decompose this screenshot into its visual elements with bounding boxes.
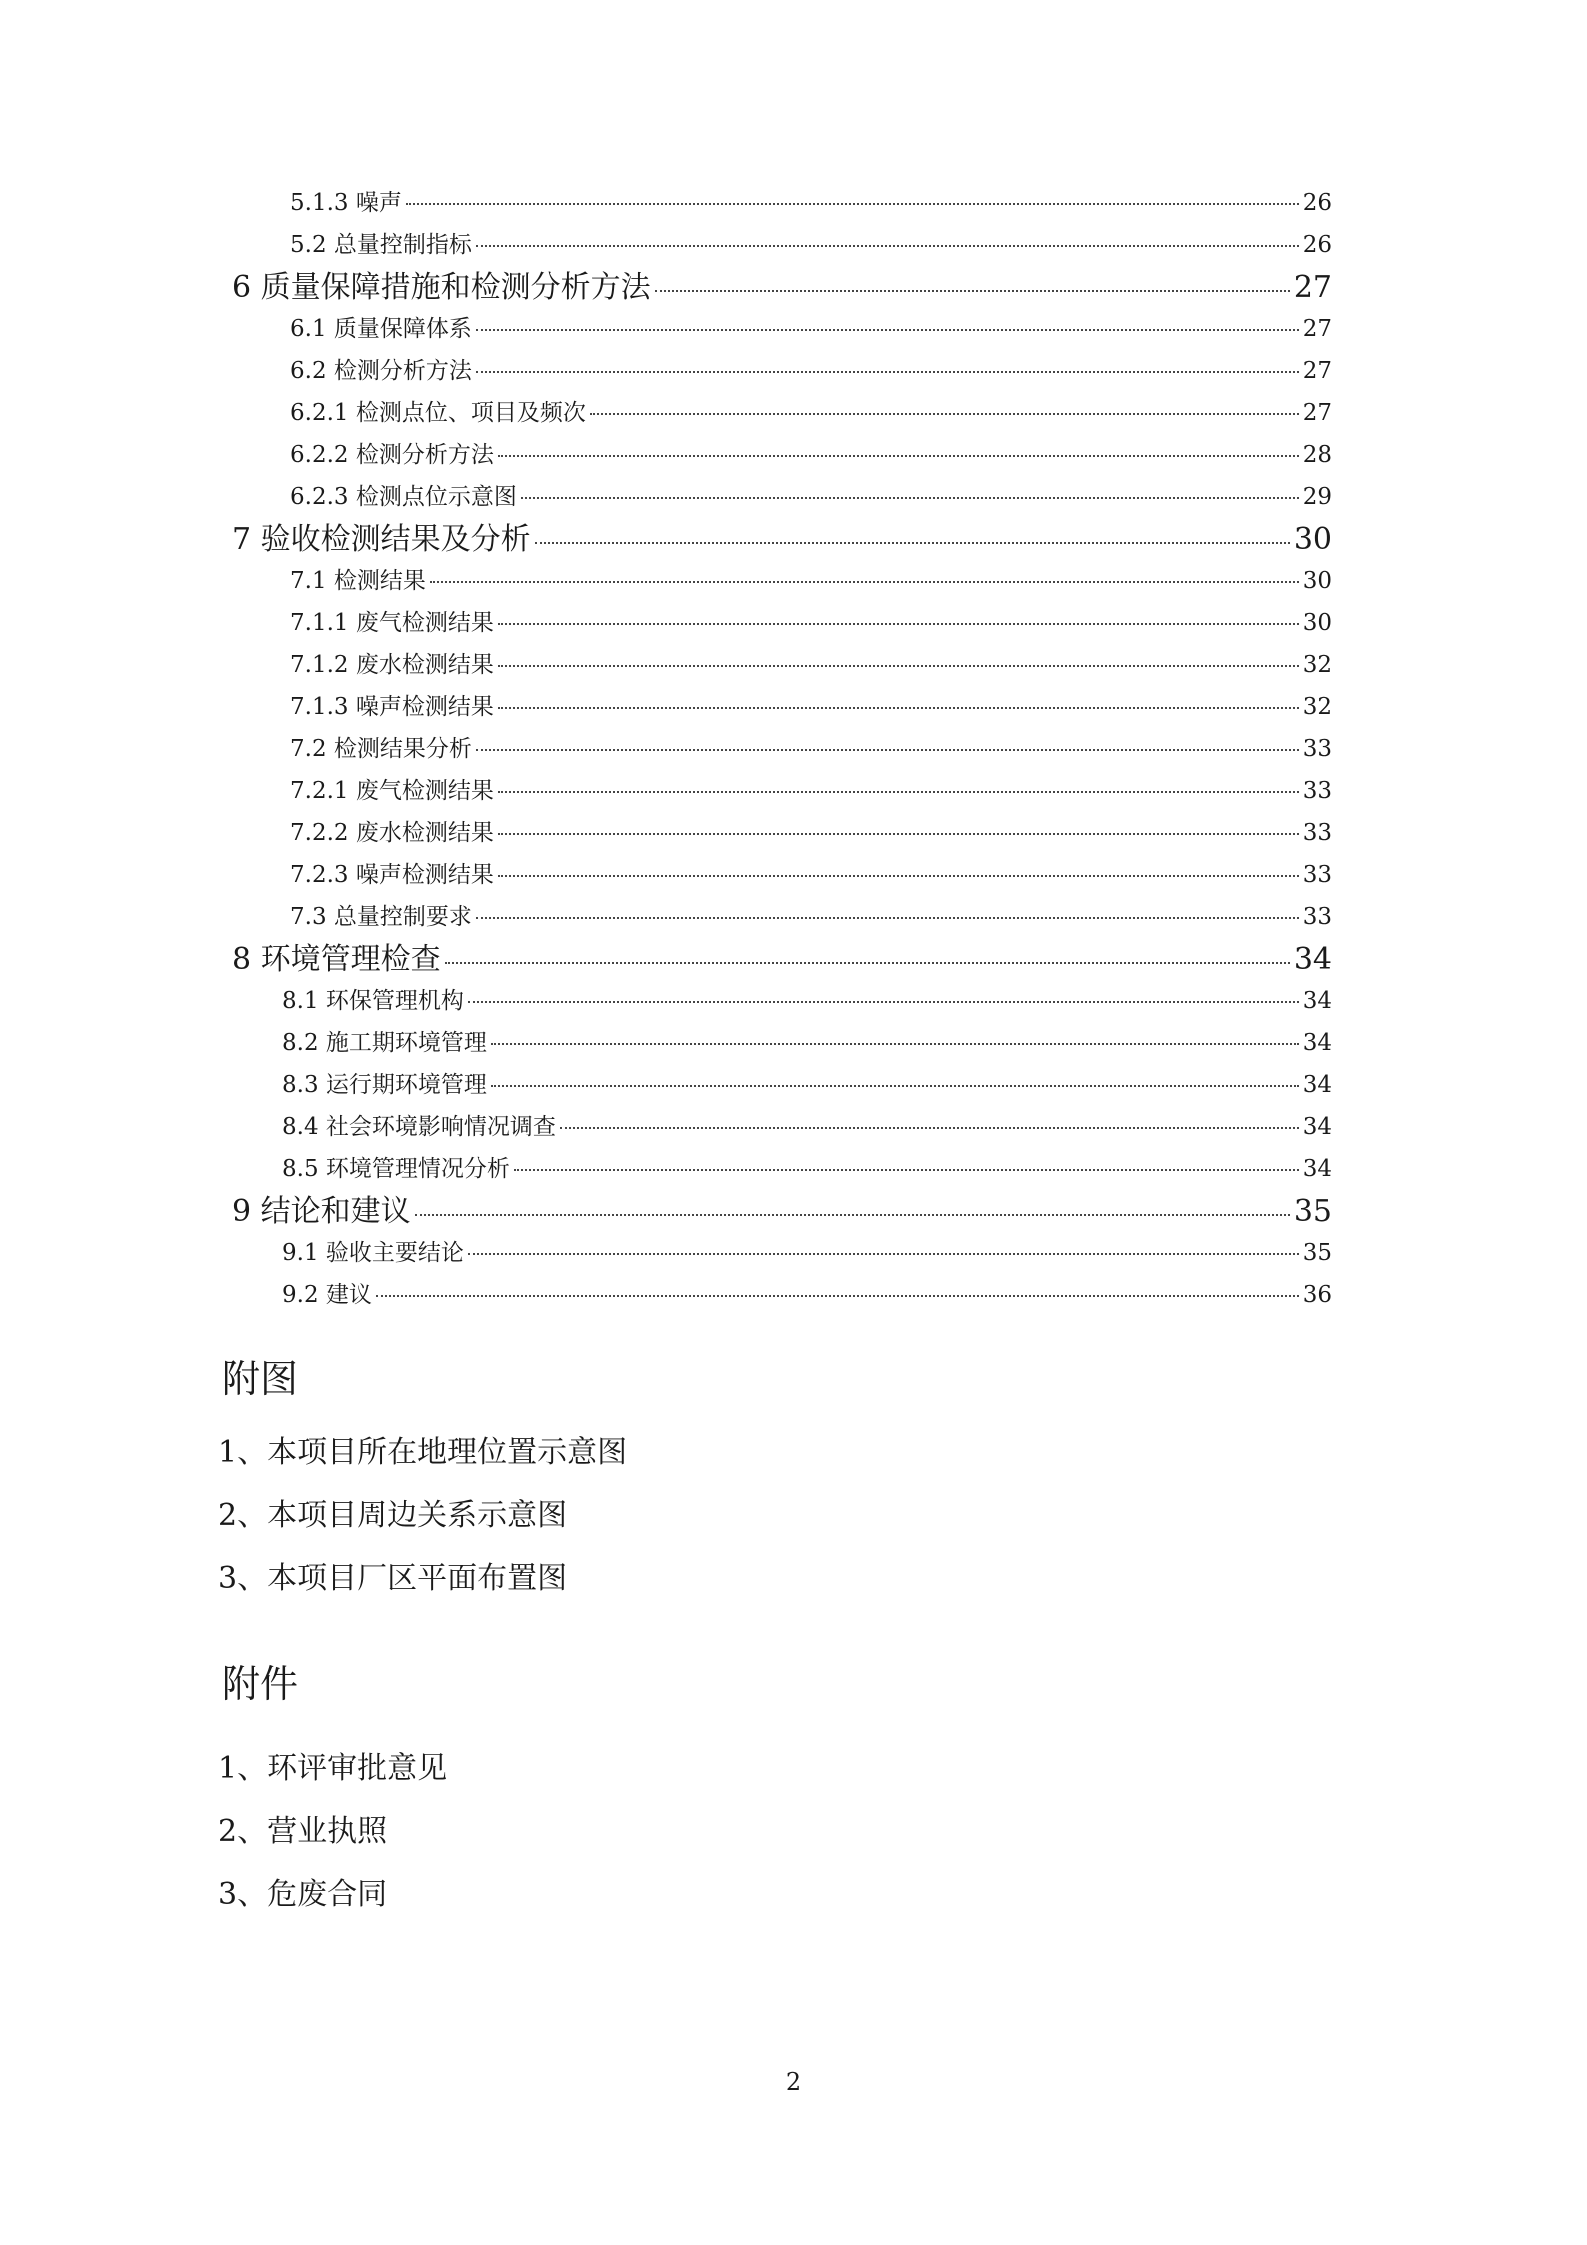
page-number: 2 (785, 2068, 802, 2096)
toc-entry (290, 814, 1332, 847)
toc-entry-label: 8.2 施工期环境管理 (282, 1030, 487, 1056)
toc-entry-page: 32 (1302, 652, 1332, 678)
toc-entry-label: 6.2.1 检测点位、项目及频次 (290, 400, 586, 426)
toc-leader (655, 290, 1290, 292)
toc-leader (476, 749, 1299, 751)
toc-leader (376, 1295, 1299, 1297)
toc-leader (476, 917, 1299, 919)
toc-leader (415, 1214, 1290, 1216)
toc-entry-page: 33 (1302, 904, 1332, 930)
toc-entry-label: 8.5 环境管理情况分析 (282, 1156, 510, 1182)
toc-entry-label: 7.1.2 废水检测结果 (290, 652, 494, 678)
toc-entry-label: 5.2 总量控制指标 (290, 232, 472, 258)
toc-entry-page: 33 (1302, 862, 1332, 888)
figures-heading: 附图 (222, 1357, 299, 1401)
toc-entry-label: 9.1 验收主要结论 (282, 1240, 464, 1266)
toc-leader (468, 1253, 1299, 1255)
toc-entry-page: 30 (1302, 610, 1332, 636)
toc-entry (232, 514, 1332, 558)
toc-entry-label: 7.1.3 噪声检测结果 (290, 694, 494, 720)
toc-leader (498, 833, 1299, 835)
toc-entry-label: 7.2.3 噪声检测结果 (290, 862, 494, 888)
toc-leader (476, 329, 1299, 331)
toc-entry (232, 1186, 1332, 1230)
toc-entry (290, 394, 1332, 427)
toc-entry-page: 34 (1302, 1030, 1332, 1056)
toc-entry-page: 36 (1302, 1282, 1332, 1308)
toc-entry (290, 478, 1332, 511)
toc-entry (282, 1108, 1332, 1141)
toc-entry-page: 33 (1302, 736, 1332, 762)
toc-entry-page: 27 (1302, 358, 1332, 384)
toc-entry-page: 26 (1302, 190, 1332, 216)
toc-entry (290, 226, 1332, 259)
toc-entry-page: 35 (1302, 1240, 1332, 1266)
figure-item: 3、本项目厂区平面布置图 (218, 1561, 568, 1596)
toc-entry-page: 26 (1302, 232, 1332, 258)
toc-leader (498, 791, 1299, 793)
toc-entry-page: 33 (1302, 778, 1332, 804)
toc-entry (290, 184, 1332, 217)
toc-leader (590, 413, 1299, 415)
toc-entry-page: 28 (1302, 442, 1332, 468)
toc-entry-label: 9 结论和建议 (232, 1194, 411, 1229)
toc-entry-label: 6.2.3 检测点位示意图 (290, 484, 517, 510)
toc-entry-label: 8 环境管理检查 (232, 942, 441, 977)
toc-leader (476, 371, 1299, 373)
toc-entry-page: 27 (1302, 316, 1332, 342)
toc-entry-page: 34 (1302, 1156, 1332, 1182)
toc-entry-label: 6 质量保障措施和检测分析方法 (232, 270, 651, 305)
toc-leader (521, 497, 1299, 499)
toc-entry-label: 7 验收检测结果及分析 (232, 522, 531, 557)
toc-entry (290, 688, 1332, 721)
toc-entry-page: 34 (1293, 942, 1332, 977)
attachment-item: 3、危废合同 (218, 1877, 388, 1912)
toc-entry-label: 7.1.1 废气检测结果 (290, 610, 494, 636)
toc-leader (498, 875, 1299, 877)
toc-entry-page: 33 (1302, 820, 1332, 846)
toc-entry (290, 352, 1332, 385)
toc-entry (232, 262, 1332, 306)
figure-item: 2、本项目周边关系示意图 (218, 1498, 568, 1533)
toc-entry-page: 30 (1293, 522, 1332, 557)
toc-leader (430, 581, 1299, 583)
toc-entry-page: 32 (1302, 694, 1332, 720)
attachment-item: 1、环评审批意见 (218, 1751, 448, 1786)
toc-entry (290, 436, 1332, 469)
toc-entry (282, 982, 1332, 1015)
toc-leader (498, 623, 1299, 625)
toc-entry-page: 34 (1302, 988, 1332, 1014)
toc-entry-label: 7.2.2 废水检测结果 (290, 820, 494, 846)
toc-entry-label: 8.4 社会环境影响情况调查 (282, 1114, 556, 1140)
toc-entry-page: 34 (1302, 1114, 1332, 1140)
toc-entry-page: 27 (1293, 270, 1332, 305)
attachment-item: 2、营业执照 (218, 1814, 388, 1849)
toc-leader (498, 455, 1299, 457)
toc-leader (498, 707, 1299, 709)
toc-entry (290, 856, 1332, 889)
toc-entry-label: 7.3 总量控制要求 (290, 904, 472, 930)
toc-entry-label: 5.1.3 噪声 (290, 190, 402, 216)
toc-entry (290, 898, 1332, 931)
toc-entry-label: 6.1 质量保障体系 (290, 316, 472, 342)
toc-leader (406, 203, 1299, 205)
toc-entry (282, 1150, 1332, 1183)
toc-entry-label: 6.2 检测分析方法 (290, 358, 472, 384)
toc-entry-label: 8.3 运行期环境管理 (282, 1072, 487, 1098)
toc-entry (290, 646, 1332, 679)
figure-item: 1、本项目所在地理位置示意图 (218, 1435, 628, 1470)
toc-leader (491, 1043, 1299, 1045)
toc-entry (282, 1234, 1332, 1267)
toc-entry (290, 604, 1332, 637)
toc-entry-page: 34 (1302, 1072, 1332, 1098)
toc-entry (282, 1276, 1332, 1309)
toc-entry-label: 9.2 建议 (282, 1282, 372, 1308)
toc-entry-page: 30 (1302, 568, 1332, 594)
toc-entry (282, 1066, 1332, 1099)
toc-entry-label: 8.1 环保管理机构 (282, 988, 464, 1014)
toc-leader (498, 665, 1299, 667)
toc-leader (468, 1001, 1299, 1003)
toc-entry-page: 35 (1293, 1194, 1332, 1229)
toc-entry (282, 1024, 1332, 1057)
toc-entry-label: 6.2.2 检测分析方法 (290, 442, 494, 468)
toc-entry-page: 29 (1302, 484, 1332, 510)
toc-leader (491, 1085, 1299, 1087)
attachments-heading: 附件 (222, 1662, 299, 1706)
toc-entry-label: 7.2.1 废气检测结果 (290, 778, 494, 804)
toc-entry (290, 562, 1332, 595)
toc-entry-page: 27 (1302, 400, 1332, 426)
toc-entry (290, 730, 1332, 763)
toc-leader (560, 1127, 1299, 1129)
toc-entry-label: 7.1 检测结果 (290, 568, 426, 594)
toc-leader (514, 1169, 1299, 1171)
toc-entry (290, 310, 1332, 343)
toc-leader (445, 962, 1290, 964)
toc-leader (535, 542, 1290, 544)
toc-leader (476, 245, 1299, 247)
toc-entry-label: 7.2 检测结果分析 (290, 736, 472, 762)
toc-entry (232, 934, 1332, 978)
toc-entry (290, 772, 1332, 805)
